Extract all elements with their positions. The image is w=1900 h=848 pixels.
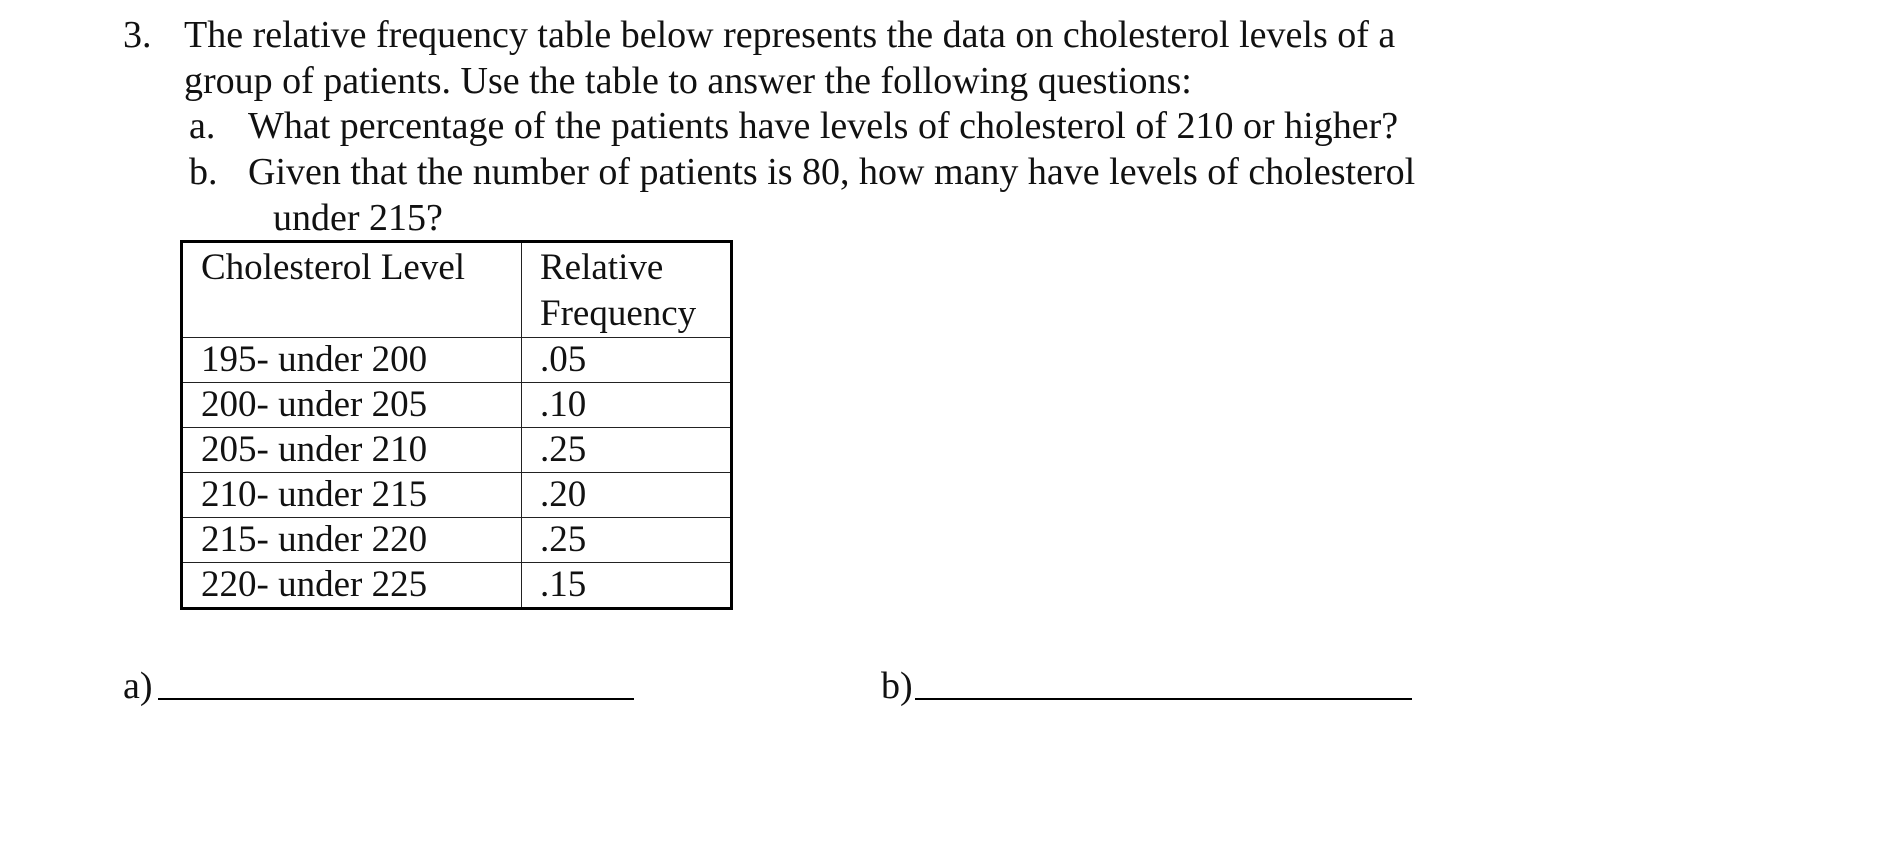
table-row [182,383,732,428]
relative-frequency-table [180,240,733,610]
table-row [182,473,732,518]
cholesterol-level-cell: 210- under 215 [182,473,522,518]
table-row [182,428,732,473]
answer-b-label: b) [881,665,913,707]
table-row [182,338,732,383]
cholesterol-level-cell: 200- under 205 [182,383,522,428]
cholesterol-level-cell: 215- under 220 [182,518,522,563]
part-b-text: Given that the number of patients is 80, how many have levels of cholesterol [248,151,1416,193]
table-row [182,518,732,563]
part-b-text-continuation: under 215? [273,197,443,239]
column-header-relative-frequency [522,242,732,338]
column-header-relative: Relative [540,247,664,288]
relative-frequency-cell: .20 [522,473,732,518]
answer-a-label: a) [123,665,153,707]
relative-frequency-cell: .05 [522,338,732,383]
part-a-text: What percentage of the patients have levels of cholesterol of 210 or higher? [248,105,1399,147]
table-row [182,563,732,609]
cholesterol-level-cell: 195- under 200 [182,338,522,383]
table-header-row [182,242,732,338]
question-text-line-2: group of patients. Use the table to answer the following questions: [184,60,1192,102]
part-a-marker: a. [189,105,216,147]
answer-b-blank-line[interactable] [915,698,1412,700]
cholesterol-level-cell: 220- under 225 [182,563,522,609]
cholesterol-level-cell: 205- under 210 [182,428,522,473]
part-b-marker: b. [189,151,218,193]
column-header-cholesterol-level: Cholesterol Level [182,242,522,338]
question-number: 3. [123,14,152,56]
relative-frequency-cell: .25 [522,428,732,473]
column-header-frequency: Frequency [540,293,697,334]
relative-frequency-cell: .10 [522,383,732,428]
relative-frequency-cell: .25 [522,518,732,563]
question-text-line-1: The relative frequency table below represents the data on cholesterol levels of a [184,14,1396,56]
relative-frequency-cell: .15 [522,563,732,609]
answer-a-blank-line[interactable] [158,698,634,700]
